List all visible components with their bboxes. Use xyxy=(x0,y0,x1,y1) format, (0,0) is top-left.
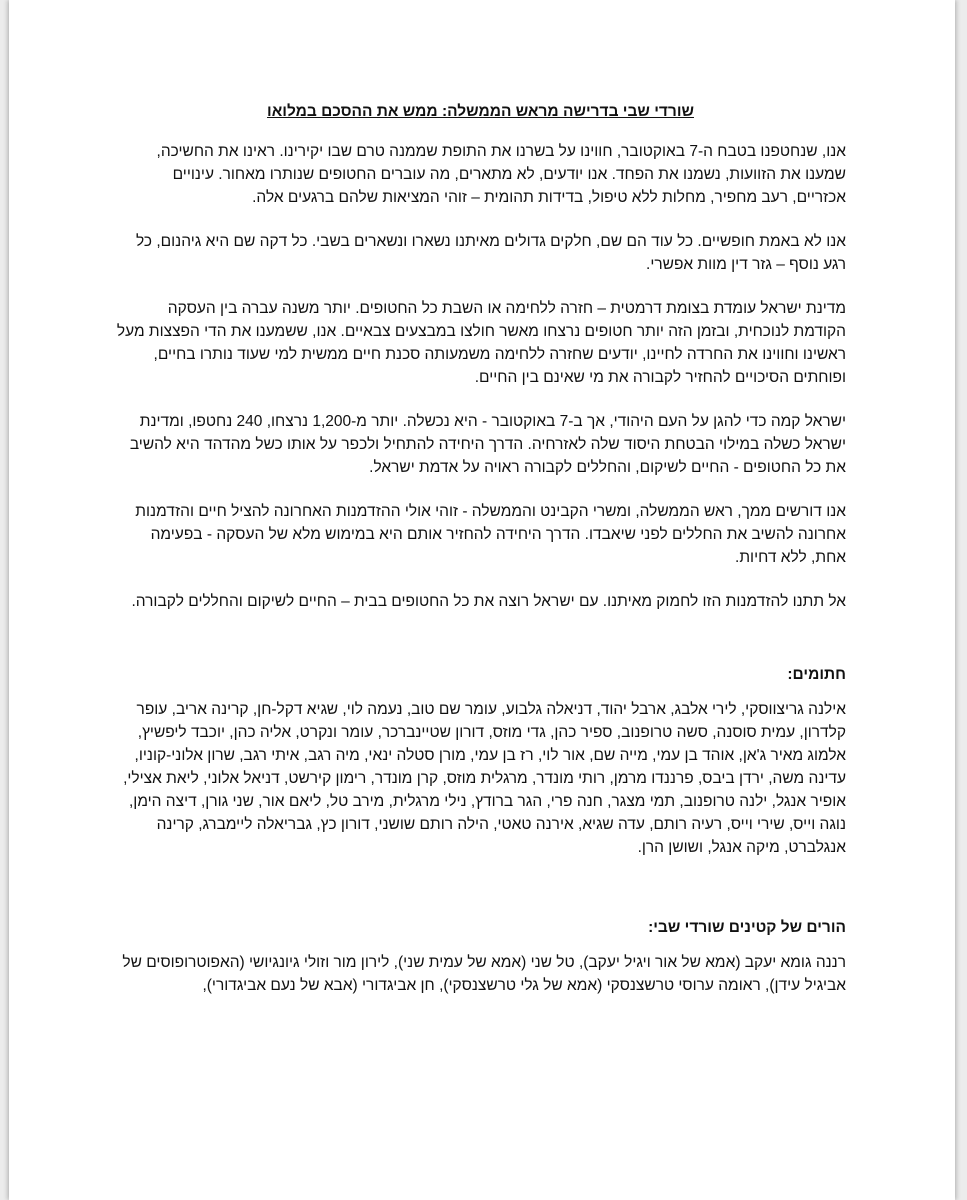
document-page xyxy=(9,0,955,1200)
paragraph-6: אל תתנו להזדמנות הזו לחמוק מאיתנו. עם ישראל רוצה את כל החטופים בבית – החיים לשיקום והחללים לקבורה. xyxy=(131,593,846,610)
paragraph-2: אנו לא באמת חופשיים. כל עוד הם שם, חלקים גדולים מאיתנו נשארו ונשארים בשבי. כל דקה שם היא גיהנום, כל רגע נוסף – גזר דין מוות אפשרי. xyxy=(135,233,846,273)
parents-list: רננה גומא יעקב (אמא של אור ויגיל יעקב), טל שני (אמא של עמית שני), לירון מור וזולי גיונגיושי (האפוטרופוסים של אביגיל עידן), ראומה ערוסי טרשצנסקי (אמא של גלי טרשצנסקי), חן אביגדורי (אבא של נעם אביגדורי), xyxy=(122,954,846,994)
signatories-list: אילנה גריצווסקי, לירי אלבג, ארבל יהוד, דניאלה גלבוע, עומר שם טוב, נעמה לוי, שגיא דקל-חן, קרינה אריב, עופר קלדרון, עמית סוסנה, סשה טרופנוב, ספיר כהן, גדי מוזס, דורון שטיינברכר, עומר ונקרט, אליה כהן, יוכבד ליפשיץ, אלמוג מאיר ג'אן, אוהד בן עמי, מייה שם, אור לוי, רז בן עמי, מורן סטלה ינאי, מיה רגב, איתי רגב, שרון אלוני-קוניו, עדינה משה, ירדן ביבס, פרננדו מרמן, רותי מונדר, מרגלית מוזס, קרן מונדר, רימון קירשט, דניאל אלוני, ליאת אצילי, אופיר אנגל, ילנה טרופנוב, תמי מצגר, חנה פרי, הגר ברודץ, נילי מרגלית, מירב טל, ליאם אור, שני גורן, דיצה הימן, נוגה וייס, שירי וייס, רעיה רותם, עדה שגיא, אירנה טאטי, הילה רותם שושני, דורון כץ, גבריאלה ליימברג, קרינה אנגלברט, מיקה אנגל, ושושן הרן. xyxy=(123,701,846,856)
document-content xyxy=(115,100,846,997)
document-title: שורדי שבי בדרישה מראש הממשלה: ממש את ההסכם במלואו xyxy=(267,103,694,120)
paragraph-4: ישראל קמה כדי להגן על העם היהודי, אך ב-7 באוקטובר - היא נכשלה. יותר מ-1,200 נרצחו, 240 נחטפו, ומדינת ישראל כשלה במילוי הבטחת היסוד שלה לאזרחיה. הדרך היחידה להתחיל ולכפר על אותו כשל מהדהד היא להשיב את כל החטופים - החיים לשיקום, והחללים לקבורה ראויה על אדמת ישראל. xyxy=(129,413,846,476)
paragraph-3: מדינת ישראל עומדת בצומת דרמטית – חזרה ללחימה או השבת כל החטופים. יותר משנה עברה בין העסקה הקודמת לנוכחית, ובזמן הזה יותר חטופים נרצחו מאשר חולצו במבצעים צבאיים. אנו, ששמענו את הדי הפצצות מעל ראשינו וחווינו את החרדה לחיינו, יודעים שחזרה ללחימה משמעותה סכנת חיים ממשית למי שעוד נותרו בחיים, ופוחתים הסיכויים להחזיר לקבורה את מי שאינם בין החיים. xyxy=(116,300,846,386)
paragraph-1: אנו, שנחטפנו בטבח ה-7 באוקטובר, חווינו על בשרנו את התופת שממנה טרם שבו יקירינו. ראינו את החשיכה, שמענו את הזוועות, נשמנו את הפחד. אנו יודעים, לא מתארים, מה עוברים החטופים שנותרו מאחור. עינויים אכזריים, רעב מחפיר, מחלות ללא טיפול, בדידות תהומית – זוהי המציאות שלהם ברגעים אלה. xyxy=(156,143,846,206)
signatories-heading: חתומים: xyxy=(787,666,846,683)
parents-heading: הורים של קטינים שורדי שבי: xyxy=(648,919,846,936)
paragraph-5: אנו דורשים ממך, ראש הממשלה, ומשרי הקבינט והממשלה - זוהי אולי ההזדמנות האחרונה להציל חיים והזדמנות אחרונה להשיב את החללים לפני שיאבדו. הדרך היחידה להחזיר אותם היא במימוש מלא של העסקה - בפעימה אחת, ללא דחיות. xyxy=(135,503,846,566)
